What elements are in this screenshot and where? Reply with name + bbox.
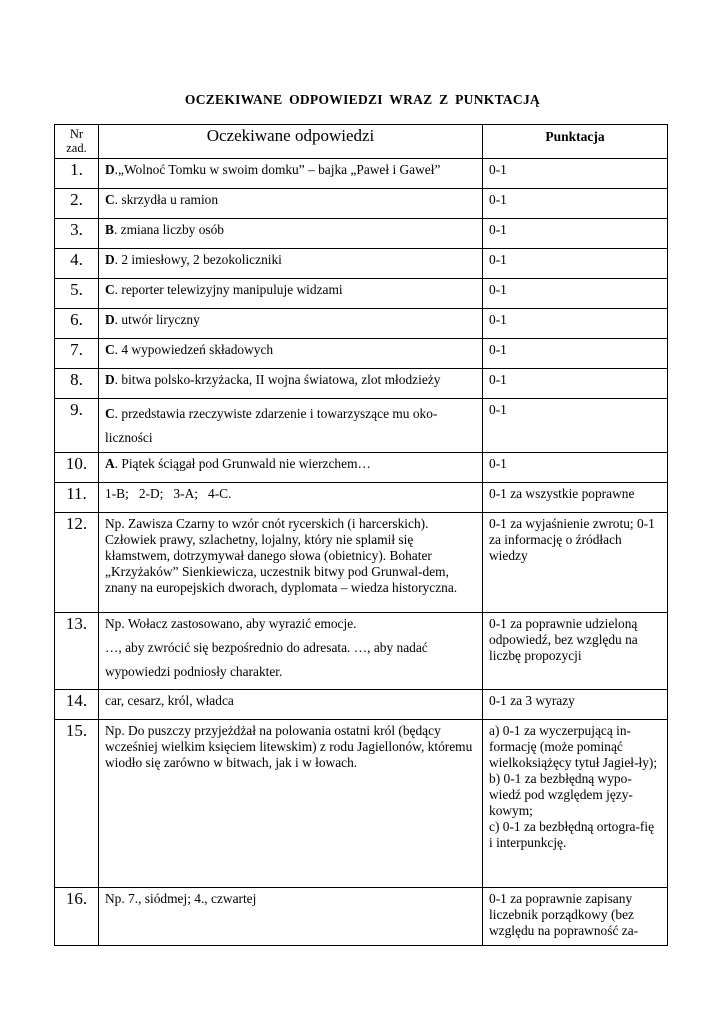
table-row [55, 513, 668, 613]
table-row [55, 339, 668, 369]
row-points: 0-1 za poprawnie zapisany liczebnik porządkowy (bez względu na poprawność za- [483, 888, 668, 946]
row-number: 10. [55, 453, 99, 483]
table-row [55, 453, 668, 483]
row-points: 0-1 [483, 249, 668, 279]
row-answer: C. 4 wypowiedzeń składowych [99, 339, 483, 369]
table-row [55, 369, 668, 399]
row-number: 3. [55, 219, 99, 249]
row-points: 0-1 [483, 159, 668, 189]
row-number: 6. [55, 309, 99, 339]
table-row [55, 279, 668, 309]
row-answer: C. reporter telewizyjny manipuluje widzami [99, 279, 483, 309]
row-points: 0-1 za wyjaśnienie zwrotu; 0-1 za informację o źródłach wiedzy [483, 513, 668, 613]
row-answer: D. utwór liryczny [99, 309, 483, 339]
row-answer: Np. Wołacz zastosowano, aby wyrazić emocje. …, aby zwrócić się bezpośrednio do adresata. …, aby nadać wypowiedzi podniosły charakter. [99, 613, 483, 690]
row-answer: C. przedstawia rzeczywiste zdarzenie i towarzyszące mu oko-liczności [99, 399, 483, 453]
table-row [55, 309, 668, 339]
row-number: 14. [55, 690, 99, 720]
row-answer: A. Piątek ściągał pod Grunwald nie wierzchem… [99, 453, 483, 483]
row-answer: Np. Zawisza Czarny to wzór cnót rycerskich (i harcerskich). Człowiek prawy, szlachetny, lojalny, który nie splamił się kłamstwem, dotrzymywał danego słowa (obietnicy). Bohater „Krzyżaków” Sienkiewicza, uczestnik bitwy pod Grunwal-dem, znany na europejskich dworach, dyplomata – wiedza historyczna. [99, 513, 483, 613]
table-row [55, 888, 668, 946]
row-number: 5. [55, 279, 99, 309]
row-answer: B. zmiana liczby osób [99, 219, 483, 249]
row-number: 4. [55, 249, 99, 279]
row-answer: C. skrzydła u ramion [99, 189, 483, 219]
row-points: 0-1 [483, 279, 668, 309]
row-points: 0-1 [483, 189, 668, 219]
table-row [55, 690, 668, 720]
row-number: 2. [55, 189, 99, 219]
page-title: OCZEKIWANE ODPOWIEDZI WRAZ Z PUNKTACJĄ [184, 92, 541, 107]
table-row [55, 613, 668, 690]
table-row [55, 249, 668, 279]
header-answers: Oczekiwane odpowiedzi [99, 125, 483, 159]
row-points: 0-1 [483, 453, 668, 483]
row-number: 1. [55, 159, 99, 189]
row-answer: Np. Do puszczy przyjeżdżał na polowania ostatni król (będący wcześniej wielkim księciem litewskim) z rodu Jagiellonów, któremu wiodło się zarówno w bitwach, jak i w łowach. [99, 720, 483, 888]
row-number: 16. [55, 888, 99, 946]
row-points: 0-1 [483, 339, 668, 369]
row-number: 8. [55, 369, 99, 399]
row-points: 0-1 za 3 wyrazy [483, 690, 668, 720]
row-answer: 1-B; 2-D; 3-A; 4-C. [99, 483, 483, 513]
row-answer: D. bitwa polsko-krzyżacka, II wojna światowa, zlot młodzieży [99, 369, 483, 399]
table-row [55, 399, 668, 453]
table-row [55, 720, 668, 888]
row-points: 0-1 [483, 369, 668, 399]
row-answer: Np. 7., siódmej; 4., czwartej [99, 888, 483, 946]
table-header-row [55, 125, 668, 159]
row-number: 11. [55, 483, 99, 513]
row-answer: car, cesarz, król, władca [99, 690, 483, 720]
table-row [55, 219, 668, 249]
row-points: 0-1 za wszystkie poprawne [483, 483, 668, 513]
answers-table [54, 124, 668, 946]
header-nr: Nr zad. [55, 125, 99, 159]
table-row [55, 159, 668, 189]
row-points: 0-1 [483, 219, 668, 249]
row-points: a) 0-1 za wyczerpującą in-formację (może pominąć wielkoksiążęcy tytuł Jagieł-ły); b) 0-1 za bezbłędną wypo-wiedź pod względem języ-kowym; c) 0-1 za bezbłędną ortogra-fię i interpunkcję. [483, 720, 668, 888]
row-number: 12. [55, 513, 99, 613]
table-row [55, 189, 668, 219]
row-answer: D. 2 imiesłowy, 2 bezokoliczniki [99, 249, 483, 279]
row-points: 0-1 za poprawnie udzieloną odpowiedź, bez względu na liczbę propozycji [483, 613, 668, 690]
row-number: 7. [55, 339, 99, 369]
header-points: Punktacja [483, 125, 668, 159]
row-answer: D.„Wolnoć Tomku w swoim domku” – bajka „Paweł i Gaweł” [99, 159, 483, 189]
row-number: 15. [55, 720, 99, 888]
row-points: 0-1 [483, 399, 668, 453]
row-number: 9. [55, 399, 99, 453]
row-number: 13. [55, 613, 99, 690]
row-points: 0-1 [483, 309, 668, 339]
table-row [55, 483, 668, 513]
